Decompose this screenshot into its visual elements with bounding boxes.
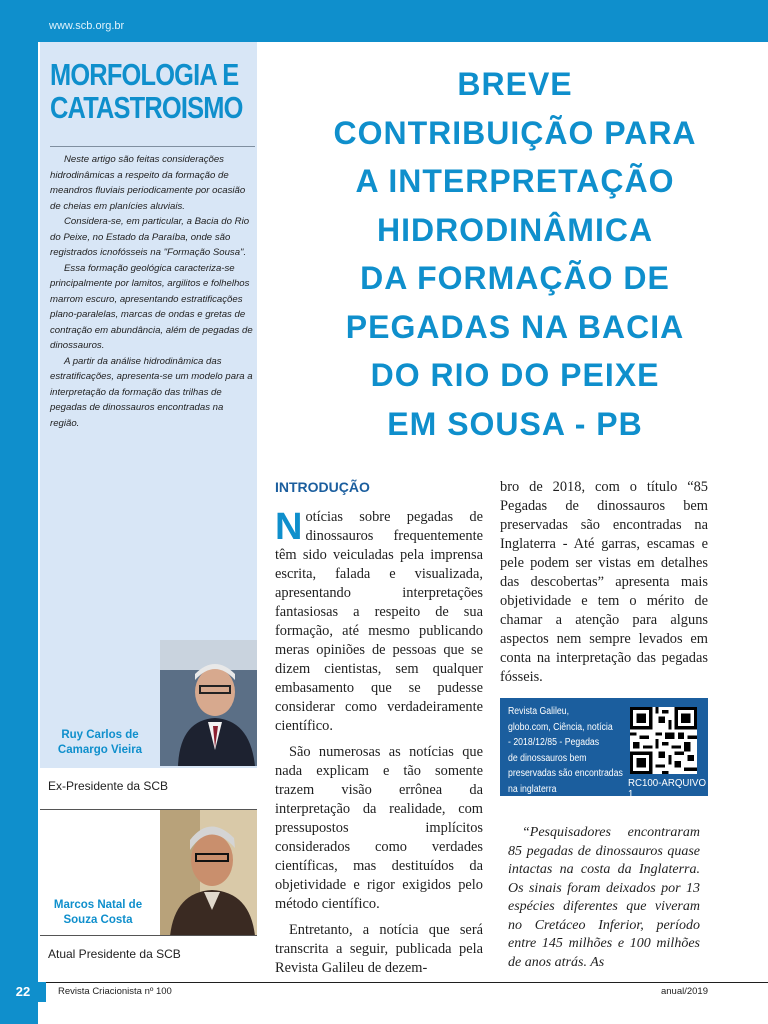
archive-code: RC100-ARQUIVO 1 <box>628 778 707 800</box>
article-column-1 <box>275 508 483 985</box>
sidebar-abstract-panel <box>40 42 257 768</box>
footer-divider <box>38 982 768 983</box>
sidebar <box>38 42 257 982</box>
divider <box>40 935 257 936</box>
left-color-stripe <box>0 42 38 1024</box>
paragraph: bro de 2018, com o título “85 Pegadas de dinossauros bem preservadas são encontradas na Inglaterra - Até garras, escamas e pele podem ser vistas em detalhes das descobertas” apresenta mais objetividade e tem o mérito de chamar a atenção para alguns aspectos nem sempre levados em conta na interpretação das pegadas fósseis. <box>500 479 708 685</box>
article-title: BREVE CONTRIBUIÇÃO PARA A INTERPRETAÇÃO HIDRODINÂMICA DA FORMAÇÃO DE PEGADAS NA BACIA DO RIO DO PEIXE EM SOUSA - PB <box>333 66 697 442</box>
page-number: 22 <box>0 982 46 1002</box>
abstract <box>50 152 255 431</box>
author1-name: Ruy Carlos de Camargo Vieira <box>57 729 143 756</box>
author1-photo <box>160 640 257 766</box>
abstract-paragraph: Essa formação geológica caracteriza-se principalmente por lamitos, argilitos e folhelhos marrom escuro, apresentando estratificações plano-paralelas, marcas de ondas e gretas de contração em abundância, além de pegadas de dinossauros. <box>50 262 253 351</box>
issue-year: anual/2019 <box>660 986 708 997</box>
article-column-2 <box>500 478 708 694</box>
paragraph: Notícias sobre pegadas de dinossauros frequentemente têm sido veiculadas pela imprensa escrita, falada e visualizada, apresentando interpretações fantasiosas a respeito de sua formação, até mesmo publicando meras opiniões de pessoas que se dizem cientistas, sem qualquer embasamento que se pudesse considerar como verdadeiramente científico. <box>275 506 483 734</box>
abstract-paragraph: A partir da análise hidrodinâmica das estratificações, apresenta-se um modelo para a interpretação da formação das trilhas de pegadas de dinossauros encontradas na região. <box>50 355 253 429</box>
author2-photo <box>160 810 257 936</box>
site-url: www.scb.org.br <box>49 20 125 32</box>
reference-box <box>500 698 708 800</box>
author2-role: Atual Presidente da SCB <box>48 947 181 961</box>
reference-text: Revista Galileu, globo.com, Ciência, notícia - 2018/12/85 - Pegadas de dinossauros bem preservadas são encontradas na inglaterra <box>508 706 623 795</box>
abstract-paragraph: Neste artigo são feitas considerações hidrodinâmicas a respeito da formação de meandros fluviais periodicamente por ocasião de cheias em planícies aluviais. <box>50 154 246 212</box>
paragraph: São numerosas as notícias que nada explicam e tão somente trazem visão errônea da interpretação da realidade, com pressupostos implícitos considerados como verdades científicas, mas destituídos da objetividade e rigor exigidos pelo método científico. <box>275 744 483 912</box>
heading-divider <box>50 146 255 147</box>
drop-cap: N <box>275 506 303 548</box>
magazine-name: Revista Criacionista nº 100 <box>58 986 172 997</box>
pull-quote: “Pesquisadores encontraram 85 pegadas de dinossauros quase intactas na costa da Inglaterra. Os sinais foram deixados por 13 espécies diferentes que viveram no Cretáceo Inferior, período entre 145 milhões e 100 milhões de anos atrás. As <box>508 825 700 970</box>
introduction-heading: INTRODUÇÃO <box>275 479 370 495</box>
top-banner <box>0 0 768 42</box>
paragraph: Entretanto, a notícia que será transcrita a seguir, publicada pela Revista Galileu de dezem- <box>275 922 483 976</box>
qr-code[interactable] <box>630 707 697 774</box>
author1-role: Ex-Presidente da SCB <box>48 779 169 793</box>
author2-name: Marcos Natal de Souza Costa <box>53 899 143 926</box>
abstract-paragraph: Considera-se, em particular, a Bacia do Rio do Peixe, no Estado da Paraíba, onde são registrados icnofósseis na "Formação Sousa". <box>50 216 250 258</box>
section-heading: MORFOLOGIA E CATASTROISMO <box>50 57 243 125</box>
